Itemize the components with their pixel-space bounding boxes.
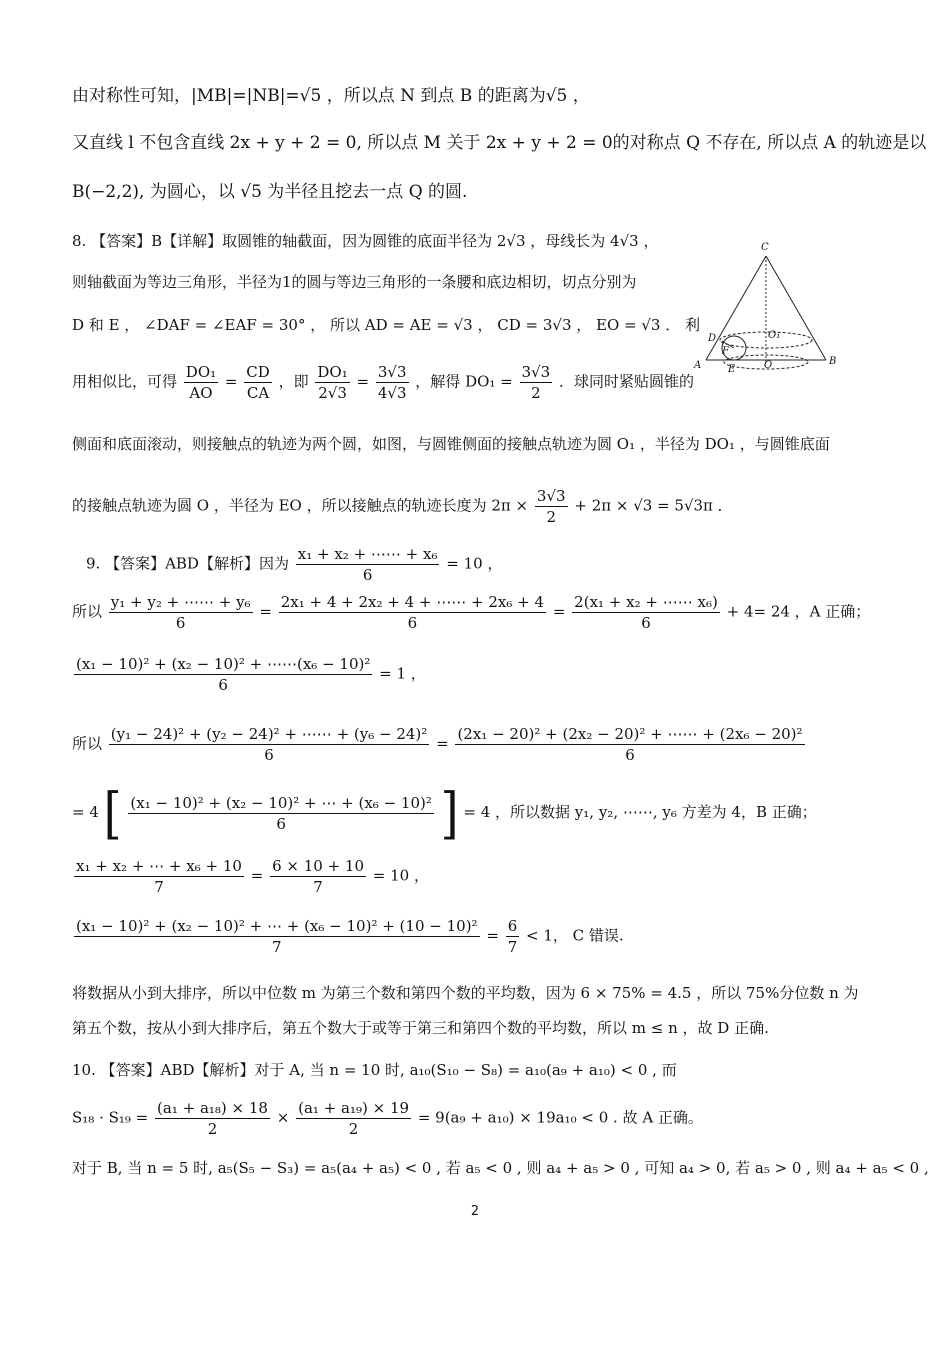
text: 的接触点轨迹为圆 O ，半径为 EO ，所以接触点的轨迹长度为 2π × [72, 496, 529, 515]
label-e: E [728, 364, 736, 375]
fraction [296, 544, 440, 585]
denominator: 6 [218, 676, 228, 694]
numerator: CD [246, 363, 270, 381]
text: = 1 ， [379, 664, 426, 683]
page-number: 2 [470, 1204, 480, 1219]
denominator: 6 [625, 746, 635, 764]
label-f: F [722, 346, 729, 357]
numerator: 2x₁ + 4 + 2x₂ + 4 + ⋯⋯ + 2x₆ + 4 [280, 593, 545, 611]
fraction [74, 916, 480, 957]
label-o: O [764, 360, 773, 371]
line-9 [72, 486, 733, 527]
line-7 [72, 362, 694, 403]
numerator: (2x₁ − 20)² + (2x₂ − 20)² + ⋯⋯ + (2x₆ − 20)² [457, 725, 803, 743]
equals: = [552, 602, 566, 621]
line-1: 由对称性可知，|MB|=|NB|=√5 ，所以点 N 到点 B 的距离为√5 ， [72, 86, 590, 106]
numerator: 6 × 10 + 10 [272, 857, 365, 875]
line-2: 又直线 l 不包含直线 2x + y + 2 = 0, 所以点 M 关于 2x + y + 2 = 0的对称点 Q 不存在, 所以点 A 的轨迹是以 [72, 133, 927, 153]
cone-side-right [766, 256, 826, 360]
text: ，解得 DO₁ = [415, 372, 513, 391]
fraction [109, 592, 253, 633]
text: ．球同时紧贴圆锥的 [558, 372, 694, 391]
numerator: DO₁ [317, 363, 348, 381]
equals: = [250, 866, 264, 885]
numerator: (a₁ + a₁₉) × 19 [298, 1099, 410, 1117]
fraction [506, 916, 520, 957]
text: = 4 [72, 803, 99, 821]
fraction [296, 1098, 411, 1139]
text: 所以 [72, 734, 103, 753]
fraction [109, 724, 430, 765]
fraction [315, 362, 349, 403]
text: S₁₈ · S₁₉ = [72, 1108, 149, 1127]
numerator: 2(x₁ + x₂ + ⋯⋯ x₆) [574, 593, 718, 611]
text: = 9(a₉ + a₁₀) × 19a₁₀ < 0 . 故 A 正确。 [417, 1108, 703, 1127]
right-bracket: ] [440, 780, 459, 846]
equals: = [224, 372, 238, 391]
denominator: CA [246, 384, 270, 402]
line-17: 将数据从小到大排序，所以中位数 m 为第三个数和第四个数的平均数，因为 6 × 75% = 4.5 ，所以 75%分位数 n 为 [72, 984, 859, 1002]
fraction [376, 362, 409, 403]
denominator: 7 [272, 938, 282, 956]
equals: = [486, 926, 499, 945]
fraction [535, 486, 568, 527]
fraction [270, 856, 366, 897]
denominator: 7 [507, 938, 518, 956]
line-15 [72, 856, 429, 897]
cone-figure [688, 238, 848, 378]
left-bracket: [ [103, 780, 122, 846]
denominator: AO [189, 384, 213, 402]
denominator: 6 [175, 614, 186, 632]
fraction [74, 654, 372, 695]
denominator: 6 [407, 614, 418, 632]
denominator: 2 [546, 508, 557, 526]
text: = 10 ， [372, 866, 429, 885]
fraction [520, 362, 553, 403]
fraction [128, 793, 433, 834]
line-10 [86, 544, 502, 585]
label-a: A [694, 360, 702, 371]
numerator: DO₁ [185, 363, 217, 381]
line-8: 侧面和底面滚动，则接触点的轨迹为两个圆，如图，与圆锥侧面的接触点轨迹为圆 O₁ ，半径为 DO₁ ，与圆锥底面 [72, 435, 830, 453]
line-13 [72, 724, 807, 765]
fraction [244, 362, 272, 403]
text: + 2π × √3 = 5√3π ． [574, 496, 733, 515]
denominator: 2 [531, 384, 541, 402]
line-19: 10. 【答案】ABD【解析】对于 A, 当 n = 10 时, a₁₀(S₁₀ − S₈) = a₁₀(a₉ + a₁₀) < 0 , 而 [72, 1061, 677, 1079]
text: < 1， C 错误. [526, 926, 624, 945]
text: 9. 【答案】ABD【解析】因为 [86, 554, 289, 573]
line-3: B(−2,2), 为圆心，以 √5 为半径且挖去一点 Q 的圆. [72, 182, 468, 202]
numerator: (x₁ − 10)² + (x₂ − 10)² + ⋯ + (x₆ − 10)² + (10 − 10)² [76, 917, 478, 935]
line-20 [72, 1098, 703, 1139]
numerator: (y₁ − 24)² + (y₂ − 24)² + ⋯⋯ + (y₆ − 24)² [110, 725, 428, 743]
equals: = [356, 372, 370, 391]
line-16 [72, 916, 624, 957]
fraction [74, 856, 244, 897]
fraction [572, 592, 720, 633]
line-4: 8. 【答案】B【详解】取圆锥的轴截面，因为圆锥的底面半径为 2√3 ，母线长为 4√3 ， [72, 232, 659, 250]
text: = 10 ， [446, 554, 503, 573]
denominator: 2 [348, 1120, 359, 1138]
text: = 4 ，所以数据 y₁, y₂, ⋯⋯, y₆ 方差为 4，B 正确； [463, 803, 817, 821]
fraction [279, 592, 546, 633]
label-o1: O₁ [768, 330, 781, 341]
numerator: (a₁ + a₁₈) × 18 [157, 1099, 268, 1117]
numerator: x₁ + x₂ + ⋯⋯ + x₆ [297, 545, 438, 563]
denominator: 6 [276, 814, 286, 833]
fraction [155, 1098, 270, 1139]
times: × [276, 1108, 290, 1127]
text: 用相似比，可得 [72, 372, 178, 391]
denominator: 6 [641, 614, 651, 632]
numerator: x₁ + x₂ + ⋯ + x₆ + 10 [76, 857, 242, 875]
label-d: D [708, 333, 717, 344]
denominator: 6 [362, 566, 373, 584]
numerator: (x₁ − 10)² + (x₂ − 10)² + ⋯⋯(x₆ − 10)² [76, 655, 371, 673]
cone-side-left [706, 256, 766, 360]
numerator: 3√3 [521, 363, 551, 381]
text: ，即 [278, 372, 309, 391]
numerator: 3√3 [377, 363, 407, 381]
label-c: C [761, 242, 769, 253]
line-11 [72, 592, 870, 633]
denominator: 2√3 [318, 384, 347, 402]
denominator: 2 [207, 1120, 218, 1138]
line-6: D 和 E ， ∠DAF = ∠EAF = 30° ， 所以 AD = AE = √3 ， CD = 3√3 ， EO = √3 ． 利 [72, 316, 701, 334]
text: + 4= 24 ，A 正确； [726, 602, 871, 621]
text: 所以 [72, 602, 103, 621]
numerator: 3√3 [536, 487, 566, 505]
fraction [184, 362, 218, 403]
denominator: 6 [264, 746, 274, 764]
line-12 [72, 654, 426, 695]
equals: = [259, 602, 272, 621]
numerator: (x₁ − 10)² + (x₂ − 10)² + ⋯ + (x₆ − 10)² [130, 793, 432, 812]
numerator: 6 [507, 917, 518, 935]
denominator: 7 [313, 878, 323, 896]
denominator: 4√3 [377, 384, 407, 402]
numerator: y₁ + y₂ + ⋯⋯ + y₆ [110, 593, 251, 611]
fraction [455, 724, 804, 765]
label-b: B [829, 356, 837, 367]
line-18: 第五个数，按从小到大排序后，第五个数大于或等于第三和第四个数的平均数，所以 m ≤ n ，故 D 正确. [72, 1019, 769, 1037]
line-14 [72, 780, 817, 846]
equals: = [436, 734, 449, 753]
line-21: 对于 B, 当 n = 5 时, a₅(S₅ − S₃) = a₅(a₄ + a₅) < 0 , 若 a₅ < 0 , 则 a₄ + a₅ > 0 , 可知 a₄ > 0, 若 a₅ > 0 , 则 a₄ + a₅ < 0 , [72, 1159, 929, 1177]
line-5: 则轴截面为等边三角形，半径为1的圆与等边三角形的一条腰和底边相切，切点分别为 [72, 273, 637, 291]
denominator: 7 [154, 878, 164, 896]
